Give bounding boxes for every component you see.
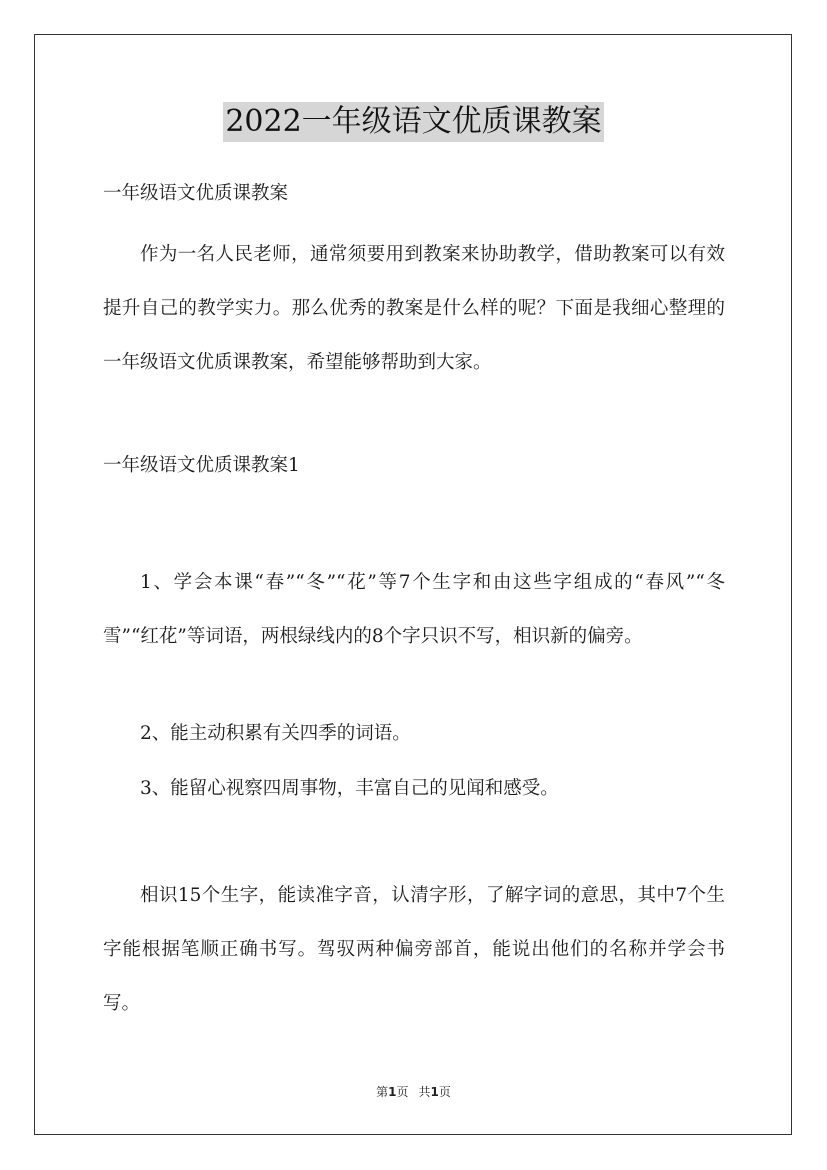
footer-total-suffix: 页 xyxy=(438,1085,451,1099)
footer-page-number: 1 xyxy=(388,1085,397,1099)
footer-total-number: 1 xyxy=(430,1085,439,1099)
footer-total-prefix: 共 xyxy=(418,1085,431,1099)
goal-item-3: 3、能留心视察四周事物，丰富自己的见闻和感受。 xyxy=(140,778,559,799)
main-heading: 一年级语文优质课教案 xyxy=(103,183,289,204)
document-title: 2022一年级语文优质课教案 xyxy=(223,102,603,142)
page-footer xyxy=(0,1083,827,1100)
footer-page-prefix: 第 xyxy=(376,1085,389,1099)
goal-item-2: 2、能主动积累有关四季的词语。 xyxy=(140,723,411,744)
footer-page-suffix: 页 xyxy=(396,1085,409,1099)
closing-paragraph: 相识15个生字，能读准字音，认清字形，了解字词的意思，其中7个生字能根据笔顺正确书写。驾驭两种偏旁部首，能说出他们的名称并学会书写。 xyxy=(103,885,725,1014)
section-heading: 一年级语文优质课教案1 xyxy=(103,455,300,476)
goal-item-1: 1、学会本课“春”“冬”“花”等7个生字和由这些字组成的“春风”“冬雪”“红花”等词语，两根绿线内的8个字只识不写，相识新的偏旁。 xyxy=(103,572,725,647)
document-title-wrapper xyxy=(0,102,827,142)
intro-paragraph: 作为一名人民老师，通常须要用到教案来协助教学，借助教案可以有效提升自己的教学实力。那么优秀的教案是什么样的呢？下面是我细心整理的一年级语文优质课教案，希望能够帮助到大家。 xyxy=(103,244,725,373)
